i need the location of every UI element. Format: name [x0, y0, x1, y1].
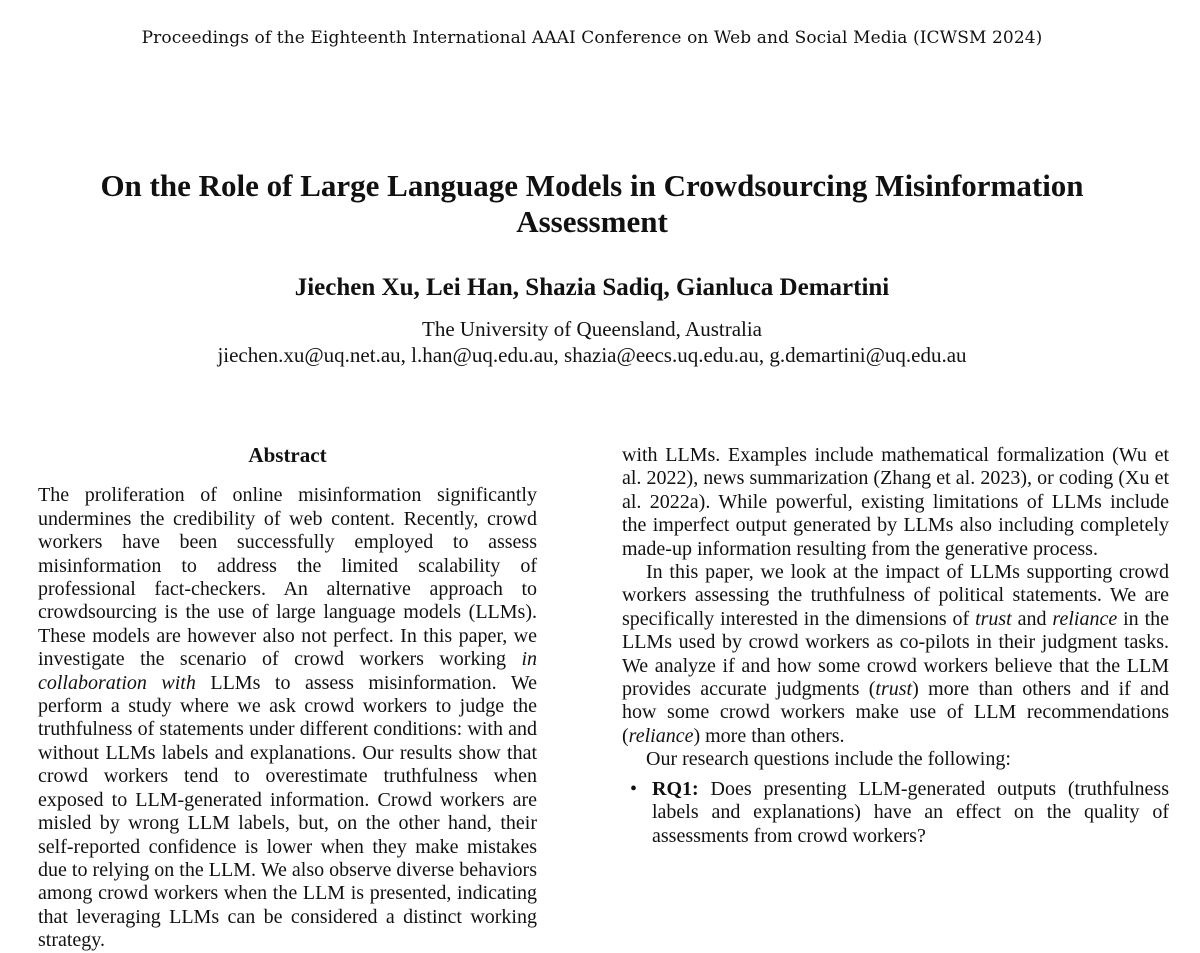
affiliation: The University of Queensland, Australia — [422, 317, 762, 341]
paper-title: On the Role of Large Language Models in Crowdsourcing Misinformation Assessment — [100, 168, 1084, 239]
para2-trust: trust — [975, 607, 1012, 630]
intro-column — [622, 444, 1169, 848]
proceedings-header: Proceedings of the Eighteenth International AAAI Conference on Web and Social Media (ICWSM 2024) — [141, 28, 1043, 48]
research-questions-list — [622, 778, 1169, 848]
rq1-text: Does presenting LLM-generated outputs (truthfulness labels and explanations) have an effect on the quality of assessments from crowd workers? — [652, 777, 1169, 847]
body-paragraph-2 — [622, 561, 1169, 748]
para2-text-b: and — [1011, 607, 1053, 630]
para2-reliance: reliance — [1052, 607, 1118, 630]
para2-reliance-2: reliance — [628, 724, 694, 747]
abstract-italic-phrase: in collaboration with — [38, 648, 537, 694]
para2-text-a: In this paper, we look at the impact of LLMs supporting crowd workers assessing the truthfulness of political statements. We are specifically interested in the dimensions of — [622, 561, 1169, 630]
bullet-dot-icon: • — [630, 777, 638, 800]
abstract-heading: Abstract — [248, 443, 327, 467]
author-emails: jiechen.xu@uq.net.au, l.han@uq.edu.au, shazia@eecs.uq.edu.au, g.demartini@uq.edu.au — [217, 343, 967, 367]
research-question-rq1 — [630, 778, 1169, 848]
paper-authors: Jiechen Xu, Lei Han, Shazia Sadiq, Gianluca Demartini — [294, 274, 890, 301]
para2-text-c: in the LLMs used by crowd workers as co-pilots in their judgment tasks. We analyze if and how some crowd workers believe that the LLM provides accurate judgments ( — [622, 607, 1169, 701]
para2-text-d: ) more than others and if and how some crowd workers make use of LLM recommendations ( — [622, 678, 1169, 747]
abstract-paragraph — [38, 484, 537, 952]
abstract-column — [38, 444, 537, 953]
abstract-text-part-2: LLMs to assess misinformation. We perform a study where we ask crowd workers to judge the truthfulness of statements under different conditions: with and without LLMs labels and explanations. Our results show that crowd workers tend to overestimate truthfulness when exposed to LLM-generated information. Crowd workers are misled by wrong LLM labels, but, on the other hand, their self-reported confidence is lower when they make mistakes due to relying on the LLM. We also observe diverse behaviors among crowd workers when the LLM is presented, indicating that leveraging LLMs can be considered a distinct working strategy. — [38, 671, 537, 952]
para2-text-e: ) more than others. — [693, 724, 845, 747]
abstract-text-part-1: The proliferation of online misinformation significantly undermines the credibility of web content. Recently, crowd workers have been successfully employed to assess misinformation to address the limited scalability of professional fact-checkers. An alternative approach to crowdsourcing is the use of large language models (LLMs). These models are however also not perfect. In this paper, we investigate the scenario of crowd workers working — [38, 484, 537, 671]
para2-trust-2: trust — [875, 678, 913, 701]
rq1-label: RQ1: — [652, 777, 699, 800]
body-paragraph-1: with LLMs. Examples include mathematical formalization (Wu et al. 2022), news summarization (Zhang et al. 2023), or coding (Xu et al. 2022a). While powerful, existing limitations of LLMs include the imperfect output generated by LLMs also including completely made-up information resulting from the generative process. — [622, 444, 1169, 560]
body-paragraph-3: Our research questions include the following: — [646, 748, 1011, 771]
author-affiliation-block — [0, 316, 1184, 368]
